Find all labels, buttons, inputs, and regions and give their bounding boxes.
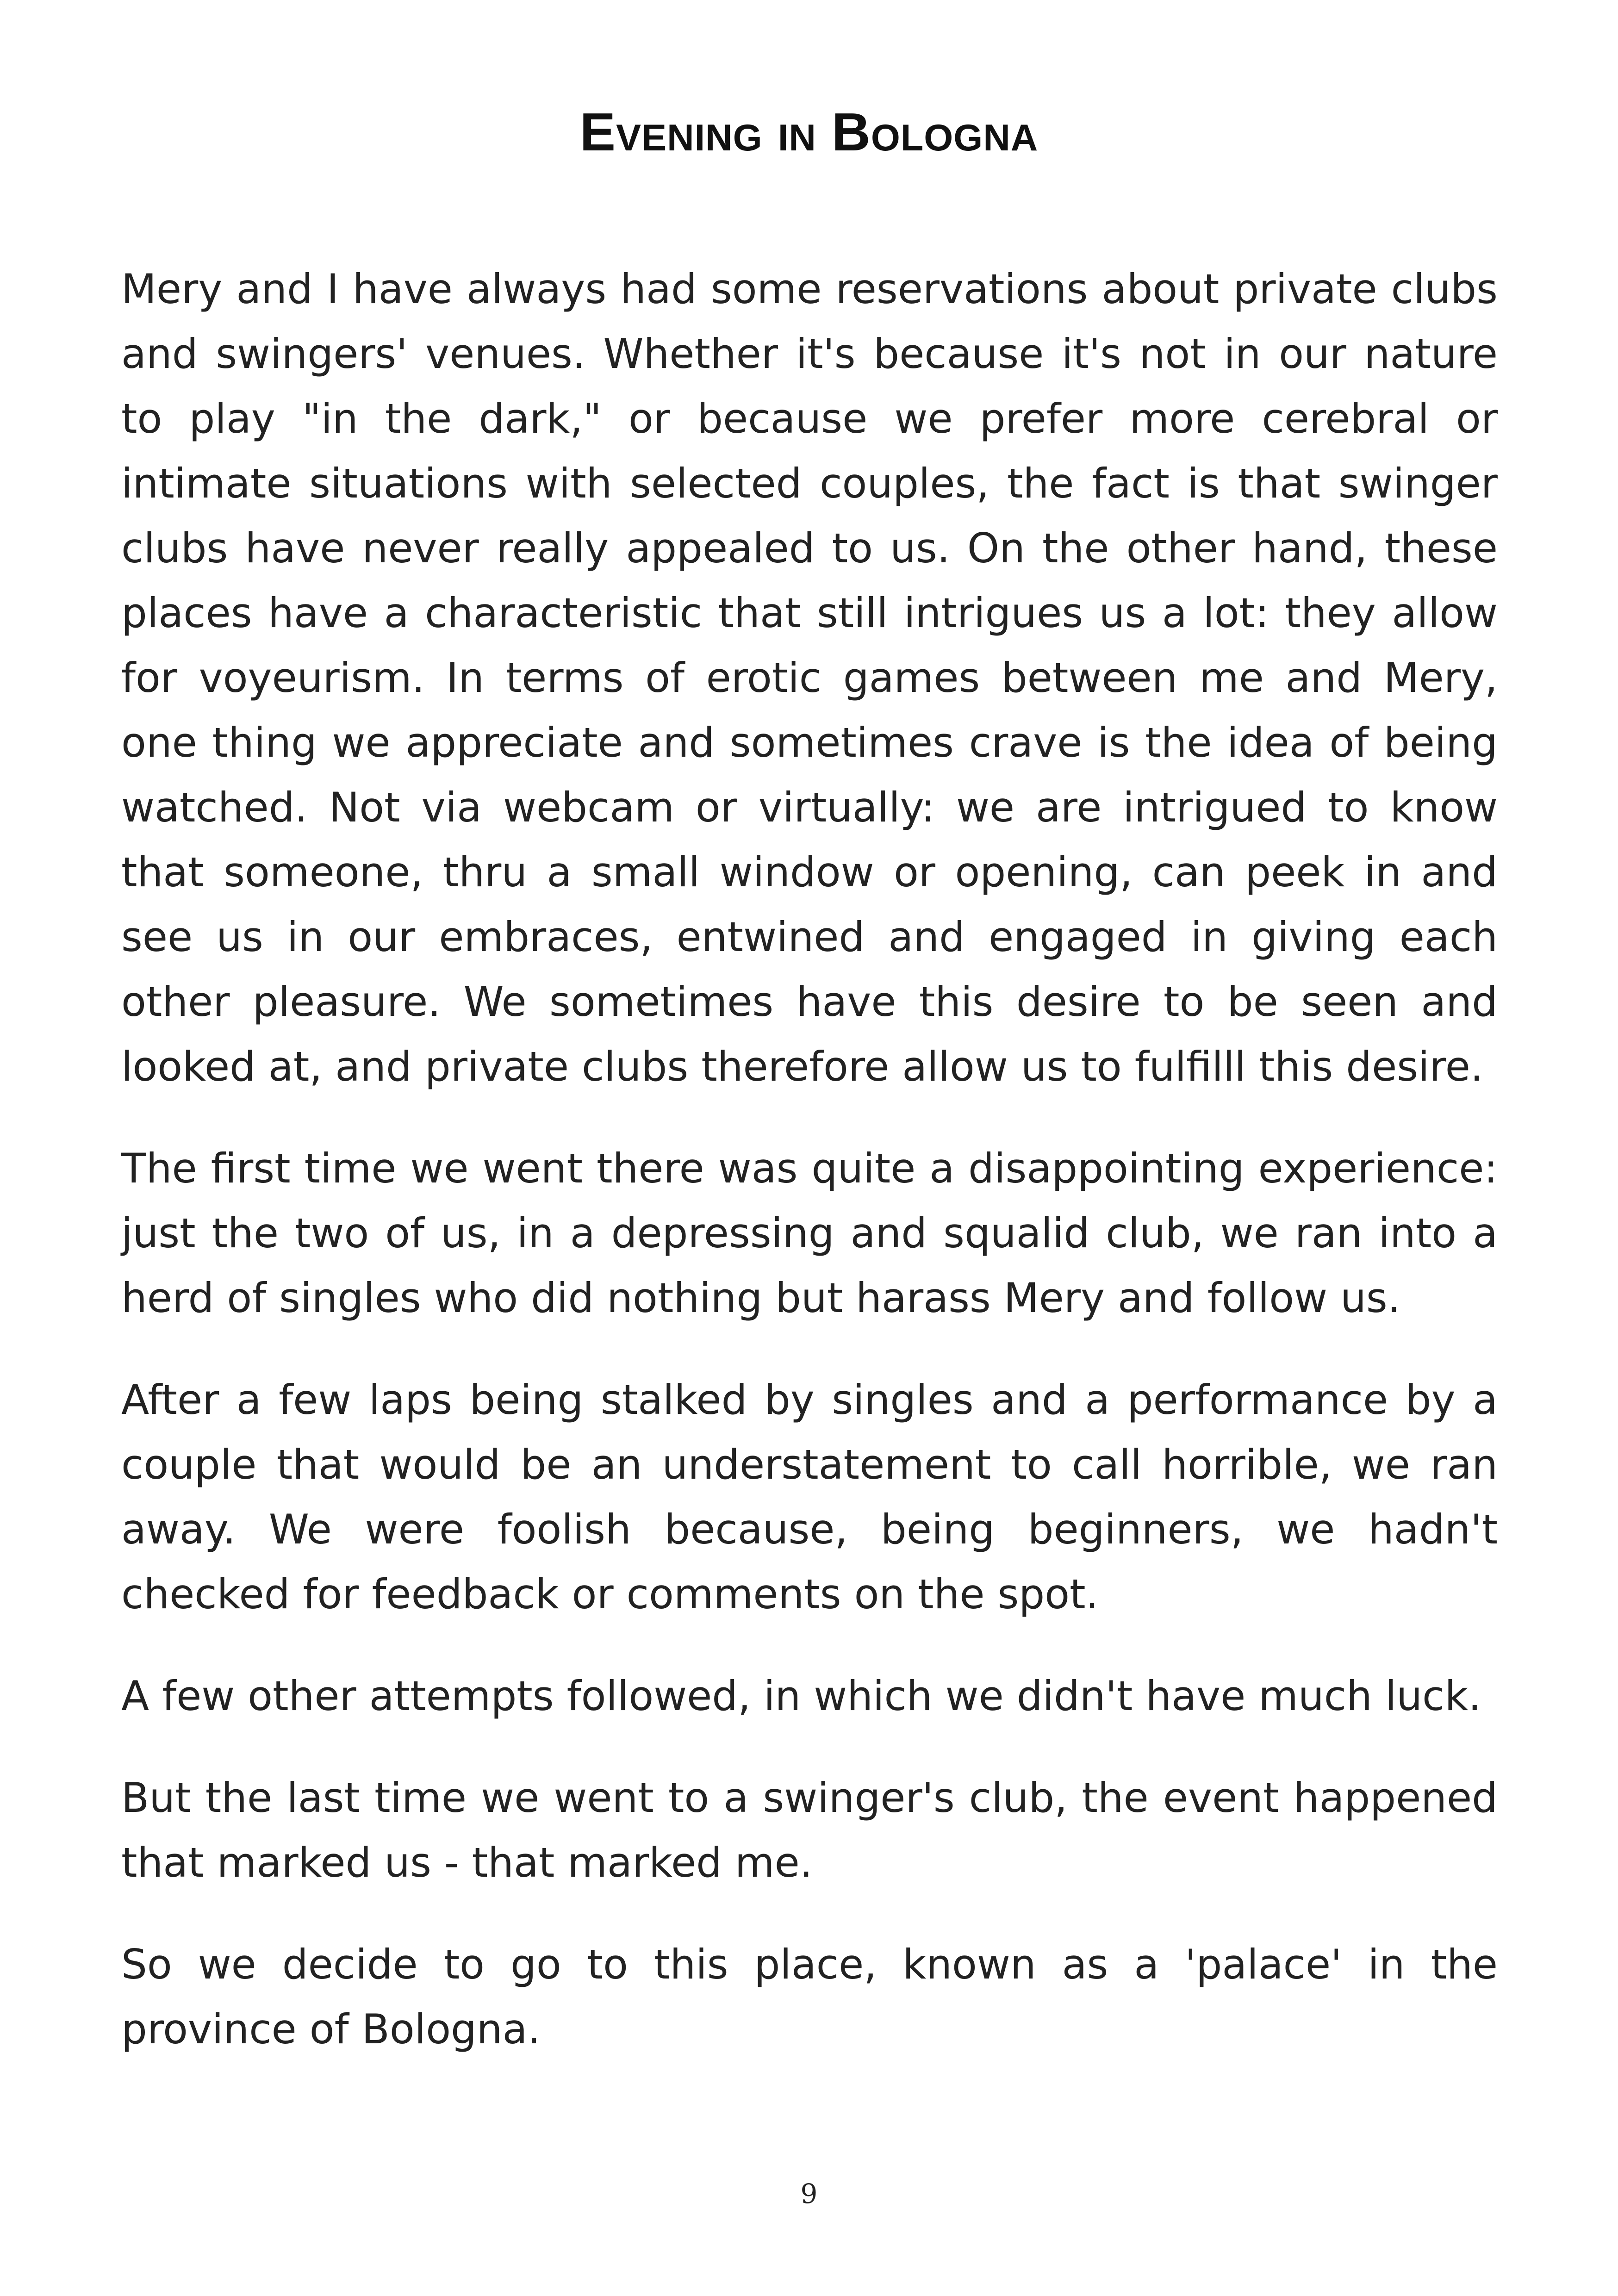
page-number: 9 <box>800 2178 818 2209</box>
paragraph-6: So we decide to go to this place, known as a 'palace' in the province of Bologna. <box>121 1941 1498 2053</box>
paragraph-3: After a few laps being stalked by singles and a performance by a couple that would be an understatement to call horrible, we ran away. We were foolish because, being beginners, we hadn't checked for feedback or comments on the spot. <box>121 1376 1498 1618</box>
page-title: Evening in Bologna <box>579 102 1039 162</box>
paragraph-5: But the last time we went to a swinger's club, the event happened that marked us - that marked me. <box>121 1774 1498 1886</box>
paragraph-2: The first time we went there was quite a disappointing experience: just the two of us, in a depressing and squalid club, we ran into a herd of singles who did nothing but harass Mery and follow us. <box>121 1145 1498 1322</box>
paragraph-4: A few other attempts followed, in which we didn't have much luck. <box>121 1672 1481 1720</box>
paragraph-1: Mery and I have always had some reservations about private clubs and swingers' venues. Whether it's because it's not in our nature to play "in the dark," or because we prefer more cerebral or intimate situations with selected couples, the fact is that swinger clubs have never really appealed to us. On the other hand, these places have a characteristic that still intrigues us a lot: they allow for voyeurism. In terms of erotic games between me and Mery, one thing we appreciate and sometimes crave is the idea of being watched. Not via webcam or virtually: we are intrigued to know that someone, thru a small window or opening, can peek in and see us in our embraces, entwined and engaged in giving each other pleasure. We sometimes have this desire to be seen and looked at, and private clubs therefore allow us to fulfilll this desire. <box>121 265 1498 1090</box>
body-text <box>121 257 1498 2099</box>
